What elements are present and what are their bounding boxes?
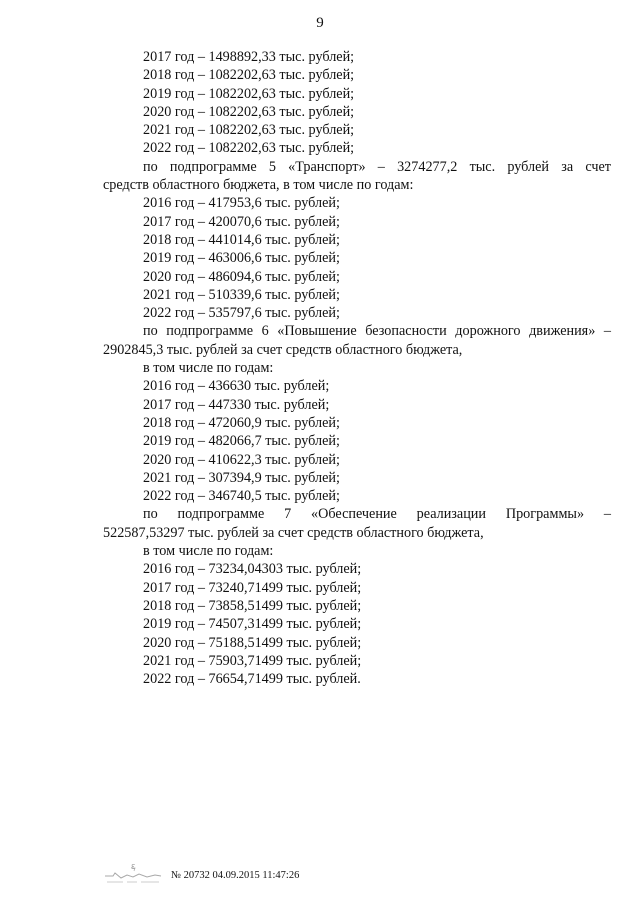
registration-stamp: [103, 863, 165, 888]
document-line: 2022 год – 76654,71499 тыс. рублей.: [143, 671, 361, 688]
document-line: 2017 год – 73240,71499 тыс. рублей;: [143, 579, 362, 596]
document-line: 2016 год – 73234,04303 тыс. рублей;: [143, 561, 362, 578]
document-line: 2022 год – 346740,5 тыс. рублей;: [143, 488, 340, 505]
document-line: 2020 год – 1082202,63 тыс. рублей;: [143, 103, 355, 120]
document-line: 2018 год – 441014,6 тыс. рублей;: [143, 231, 340, 248]
document-line: в том числе по годам:: [143, 360, 274, 377]
document-line: 2021 год – 307394,9 тыс. рублей;: [143, 469, 340, 486]
document-line: по подпрограмме 7 «Обеспечение реализации Программы» –: [143, 506, 611, 523]
document-line: 2021 год – 75903,71499 тыс. рублей;: [143, 652, 362, 669]
document-line: 2017 год – 447330 тыс. рублей;: [143, 396, 330, 413]
document-line: средств областного бюджета, в том числе по годам:: [103, 177, 414, 194]
document-line: 2022 год – 1082202,63 тыс. рублей;: [143, 140, 355, 157]
document-line: 2016 год – 436630 тыс. рублей;: [143, 378, 330, 395]
document-line: 2021 год – 510339,6 тыс. рублей;: [143, 286, 340, 303]
document-footer: [103, 863, 403, 888]
document-line: 2019 год – 463006,6 тыс. рублей;: [143, 250, 340, 267]
document-line: 2020 год – 486094,6 тыс. рублей;: [143, 268, 340, 285]
document-line: 2019 год – 74507,31499 тыс. рублей;: [143, 616, 362, 633]
document-line: 2018 год – 73858,51499 тыс. рублей;: [143, 597, 362, 614]
document-line: 522587,53297 тыс. рублей за счет средств областного бюджета,: [103, 524, 484, 541]
document-line: 2022 год – 535797,6 тыс. рублей;: [143, 305, 340, 322]
document-line: 2021 год – 1082202,63 тыс. рублей;: [143, 122, 355, 139]
stamp-mark: Ɛ: [131, 863, 136, 871]
document-line: 2018 год – 472060,9 тыс. рублей;: [143, 414, 340, 431]
page-number: 9: [316, 15, 324, 31]
document-line: 2018 год – 1082202,63 тыс. рублей;: [143, 67, 355, 84]
document-line: 2017 год – 1498892,33 тыс. рублей;: [143, 49, 355, 65]
document-line: 2020 год – 410622,3 тыс. рублей;: [143, 451, 340, 468]
document-line: 2020 год – 75188,51499 тыс. рублей;: [143, 634, 362, 651]
document-line: 2016 год – 417953,6 тыс. рублей;: [143, 195, 340, 212]
document-line: 2017 год – 420070,6 тыс. рублей;: [143, 213, 340, 230]
document-line: в том числе по годам:: [143, 543, 274, 560]
document-line: 2019 год – 482066,7 тыс. рублей;: [143, 433, 340, 450]
registration-number: № 20732 04.09.2015 11:47:26: [171, 870, 300, 881]
document-line: по подпрограмме 6 «Повышение безопасности дорожного движения» –: [143, 323, 611, 340]
document-body: [103, 48, 611, 688]
document-line: 2902845,3 тыс. рублей за счет средств областного бюджета,: [103, 341, 463, 358]
document-line: 2019 год – 1082202,63 тыс. рублей;: [143, 85, 355, 102]
document-line: по подпрограмме 5 «Транспорт» – 3274277,2 тыс. рублей за счет: [143, 158, 611, 175]
